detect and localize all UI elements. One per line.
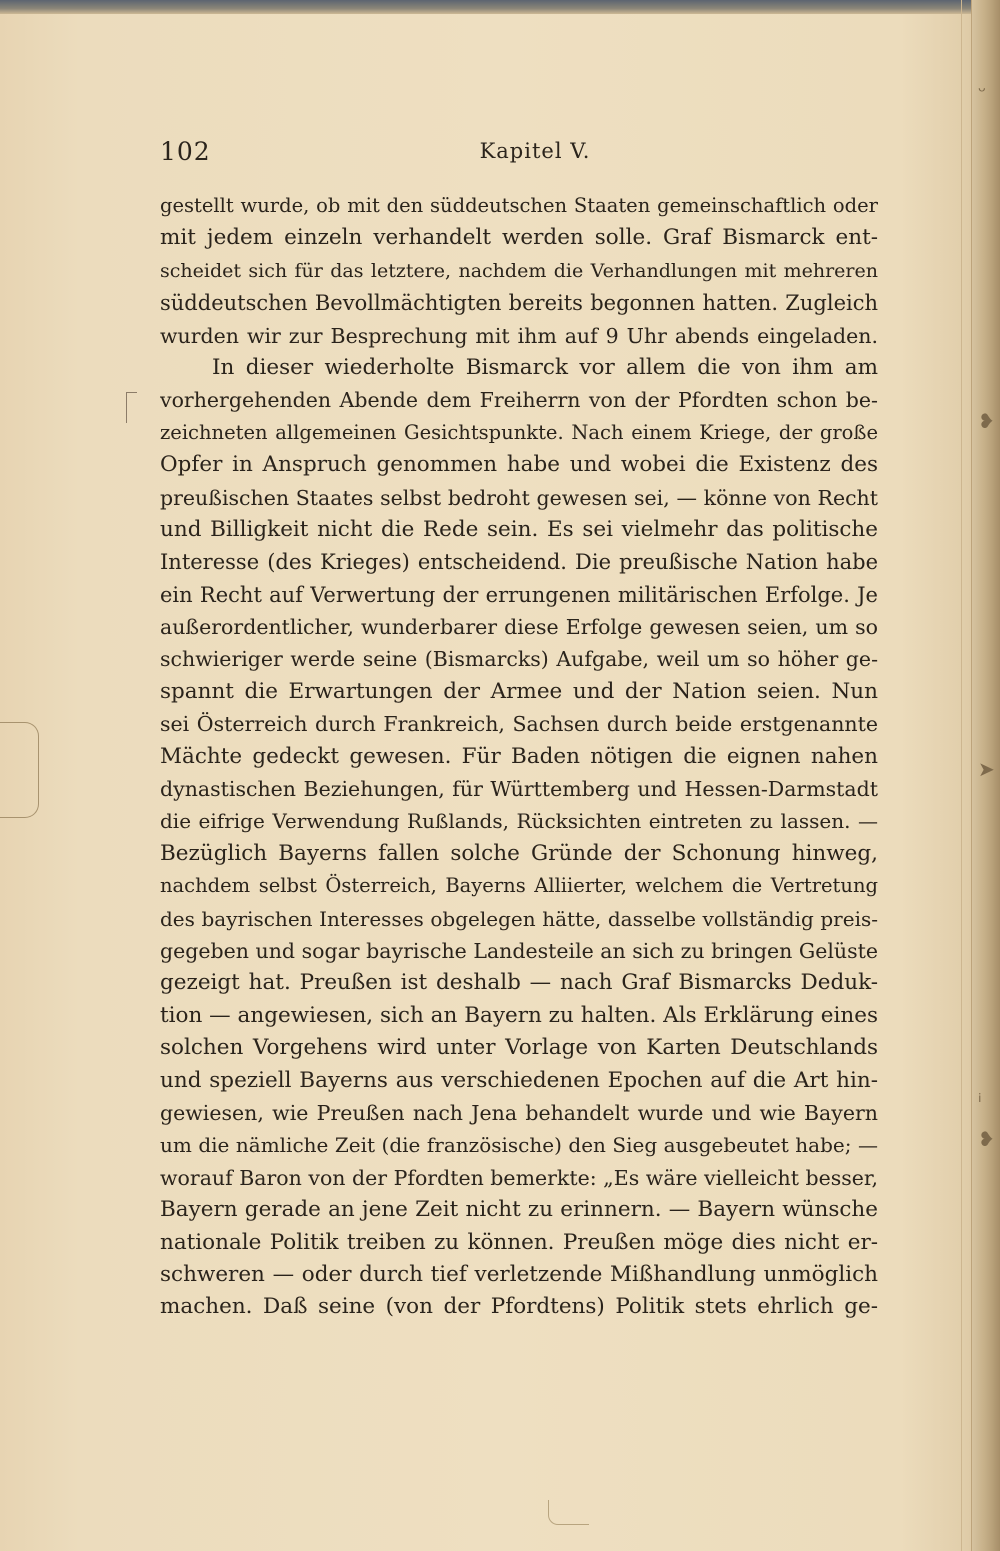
text-line: preußischen Staates selbst bedroht gewesen sei, — könne von Recht — [160, 485, 878, 510]
text-line: um die nämliche Zeit (die französische) den Sieg ausgebeutet habe; — — [160, 1133, 878, 1158]
binding-mark-icon: ᵕ — [978, 79, 987, 103]
text-line: gegeben und sogar bayrische Landesteile an sich zu bringen Gelüste — [160, 938, 878, 963]
chapter-title: Kapitel V. — [479, 139, 591, 163]
text-line: machen. Daß seine (von der Pfordtens) Politik stets ehrlich ge- — [160, 1294, 878, 1320]
text-line: und Billigkeit nicht die Rede sein. Es sei vielmehr das politische — [160, 516, 878, 542]
text-line: außerordentlicher, wunderbarer diese Erfolge gewesen seien, um so — [160, 615, 878, 640]
text-line: schwieriger werde seine (Bismarcks) Aufgabe, weil um so höher ge- — [160, 647, 878, 672]
text-line: süddeutschen Bevollmächtigten bereits begonnen hatten. Zugleich — [160, 291, 878, 316]
binding-mark-icon: ❥ — [978, 409, 995, 433]
text-line: ein Recht auf Verwertung der errungenen militärischen Erfolge. Je — [160, 582, 878, 607]
binding-mark-icon: ᵢ — [978, 1083, 982, 1107]
text-line: gewiesen, wie Preußen nach Jena behandelt wurde und wie Bayern — [160, 1100, 878, 1125]
text-line: gestellt wurde, ob mit den süddeutschen Staaten gemeinschaftlich oder — [160, 194, 878, 217]
text-line: sei Österreich durch Frankreich, Sachsen durch beide erstgenannte — [160, 712, 878, 737]
text-line: nachdem selbst Österreich, Bayerns Alliierter, welchem die Vertretung — [160, 874, 878, 898]
text-line: schweren — oder durch tief verletzende Mißhandlung unmöglich — [160, 1261, 878, 1287]
text-line: Bezüglich Bayerns fallen solche Gründe der Schonung hinweg, — [160, 840, 878, 866]
binding-mark-icon: ➤ — [978, 757, 995, 781]
binding-mark-icon: ❥ — [978, 1127, 995, 1151]
text-line: Opfer in Anspruch genommen habe und wobei die Existenz des — [160, 452, 878, 478]
text-line: mit jedem einzeln verhandelt werden solle. Graf Bismarck ent- — [160, 225, 878, 251]
text-line: gezeigt hat. Preußen ist deshalb — nach Graf Bismarcks Deduk- — [160, 970, 878, 996]
pencil-margin-mark — [126, 392, 137, 423]
text-line: spannt die Erwartungen der Armee und der Nation seien. Nun — [160, 678, 878, 704]
page-fold-line — [961, 0, 962, 1551]
text-line: Interesse (des Krieges) entscheidend. Die preußische Nation habe — [160, 550, 878, 575]
text-line: zeichneten allgemeinen Gesichtspunkte. Nach einem Kriege, der große — [160, 420, 878, 444]
text-line: nationale Politik treiben zu können. Preußen möge dies nicht er- — [160, 1229, 878, 1255]
text-line: Bayern gerade an jene Zeit nicht zu erinnern. — Bayern wünsche — [160, 1197, 878, 1223]
scan-top-edge — [0, 0, 1000, 14]
text-line: wurden wir zur Besprechung mit ihm auf 9 Uhr abends eingeladen. — [160, 323, 878, 348]
text-line: tion — angewiesen, sich an Bayern zu halten. Als Erklärung eines — [160, 1002, 878, 1028]
text-line: die eifrige Verwendung Rußlands, Rücksichten eintreten zu lassen. — — [160, 809, 878, 834]
text-line: und speziell Bayerns aus verschiedenen Epochen auf die Art hin- — [160, 1067, 878, 1093]
text-line: In dieser wiederholte Bismarck vor allem die von ihm am — [212, 354, 878, 380]
body-text — [160, 190, 878, 1324]
page-number: 102 — [160, 137, 211, 166]
text-line: Mächte gedeckt gewesen. Für Baden nötigen die eignen nahen — [160, 743, 878, 769]
pencil-mark — [548, 1500, 589, 1525]
running-head — [160, 137, 880, 177]
text-line: solchen Vorgehens wird unter Vorlage von Karten Deutschlands — [160, 1035, 878, 1061]
text-line: dynastischen Beziehungen, für Württemberg und Hessen-Darmstadt — [160, 777, 878, 802]
text-line: vorhergehenden Abende dem Freiherrn von der Pfordten schon be- — [160, 388, 878, 413]
text-line: scheidet sich für das letztere, nachdem die Verhandlungen mit mehreren — [160, 259, 878, 282]
page-tab-outline — [0, 722, 39, 818]
text-line: worauf Baron von der Pfordten bemerkte: „Es wäre vielleicht besser, — [160, 1165, 878, 1190]
text-line: des bayrischen Interesses obgelegen hätte, dasselbe vollständig preis- — [160, 906, 878, 931]
